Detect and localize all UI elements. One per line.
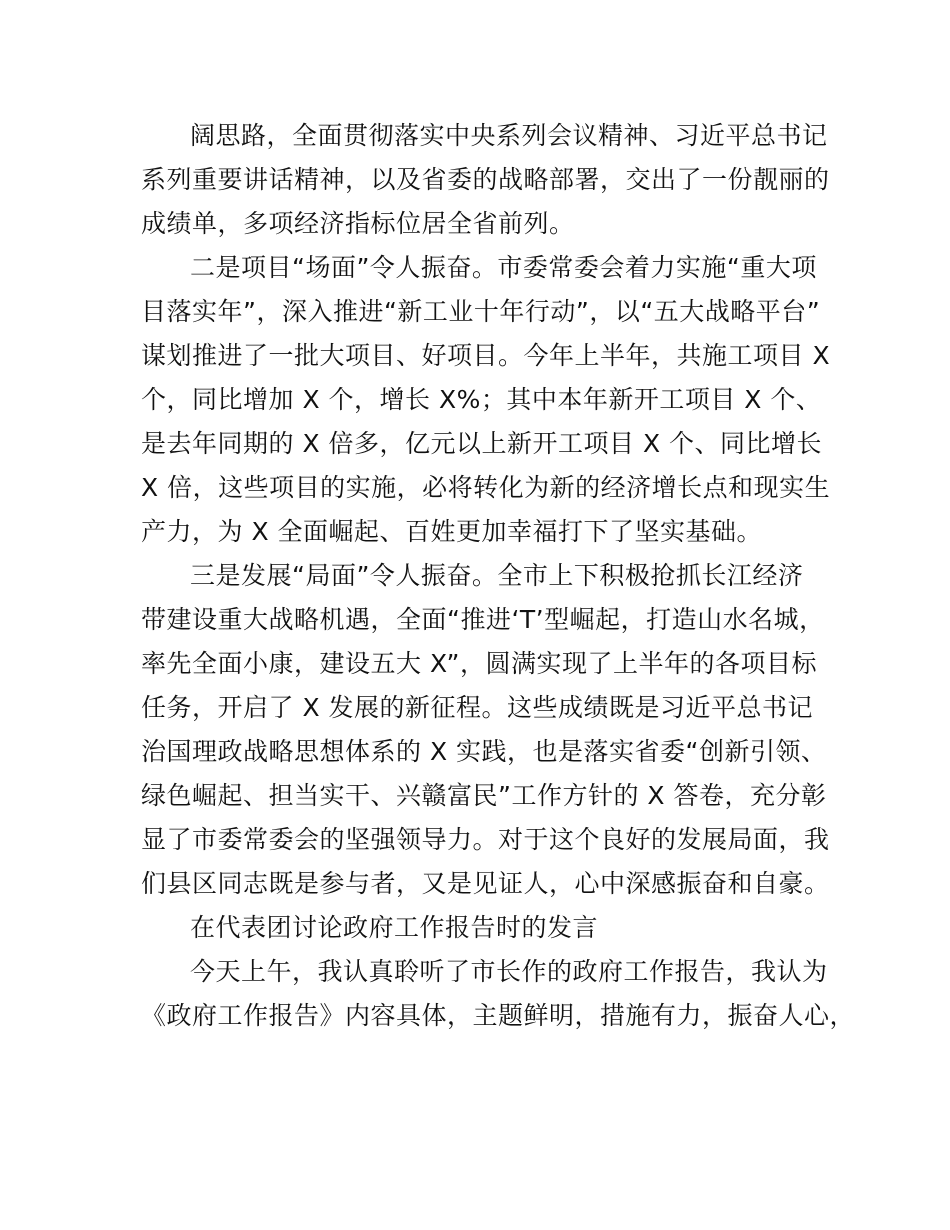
text-line: 率先全面小康，建设五大 X”，圆满实现了上半年的各项目标	[141, 649, 818, 678]
text-line: 任务，开启了 X 发展的新征程。这些成绩既是习近平总书记	[141, 693, 814, 722]
text-line: 阔思路，全面贯彻落实中央系列会议精神、习近平总书记	[190, 121, 828, 150]
text-line: 系列重要讲话精神，以及省委的战略部署，交出了一份靓丽的	[141, 165, 830, 194]
text-line: 们县区同志既是参与者，又是见证人，心中深感振奋和自豪。	[141, 869, 830, 898]
text-line: 目落实年”，深入推进“新工业十年行动”，以“五大战略平台”	[141, 297, 821, 326]
text-line: 成绩单，多项经济指标位居全省前列。	[141, 209, 575, 238]
text-line: 谋划推进了一批大项目、好项目。今年上半年，共施工项目 X	[141, 341, 831, 370]
text-line: 显了市委常委会的坚强领导力。对于这个良好的发展局面，我	[141, 825, 830, 854]
text-line: 个，同比增加 X 个，增长 X%；其中本年新开工项目 X 个、	[141, 385, 822, 414]
text-line: 《政府工作报告》内容具体，主题鲜明，措施有力，振奋人心，	[141, 1001, 856, 1030]
section-heading: 在代表团讨论政府工作报告时的发言	[190, 913, 599, 942]
paragraph-start-line: 今天上午，我认真聆听了市长作的政府工作报告，我认为	[190, 957, 828, 986]
text-line: X 倍，这些项目的实施，必将转化为新的经济增长点和现实生	[141, 473, 831, 502]
text-line: 是去年同期的 X 倍多，亿元以上新开工项目 X 个、同比增长	[141, 429, 823, 458]
paragraph-start-line: 二是项目“场面”令人振奋。市委常委会着力实施“重大项	[190, 253, 817, 282]
text-line: 产力，为 X 全面崛起、百姓更加幸福打下了坚实基础。	[141, 517, 763, 546]
text-line: 带建设重大战略机遇，全面“推进‘T’型崛起，打造山水名城，	[141, 605, 825, 634]
text-line: 治国理政战略思想体系的 X 实践，也是落实省委“创新引领、	[141, 737, 827, 766]
text-line: 绿色崛起、担当实干、兴赣富民”工作方针的 X 答卷，充分彰	[141, 781, 827, 810]
paragraph-start-line: 三是发展“局面”令人振奋。全市上下积极抢抓长江经济	[190, 561, 804, 590]
